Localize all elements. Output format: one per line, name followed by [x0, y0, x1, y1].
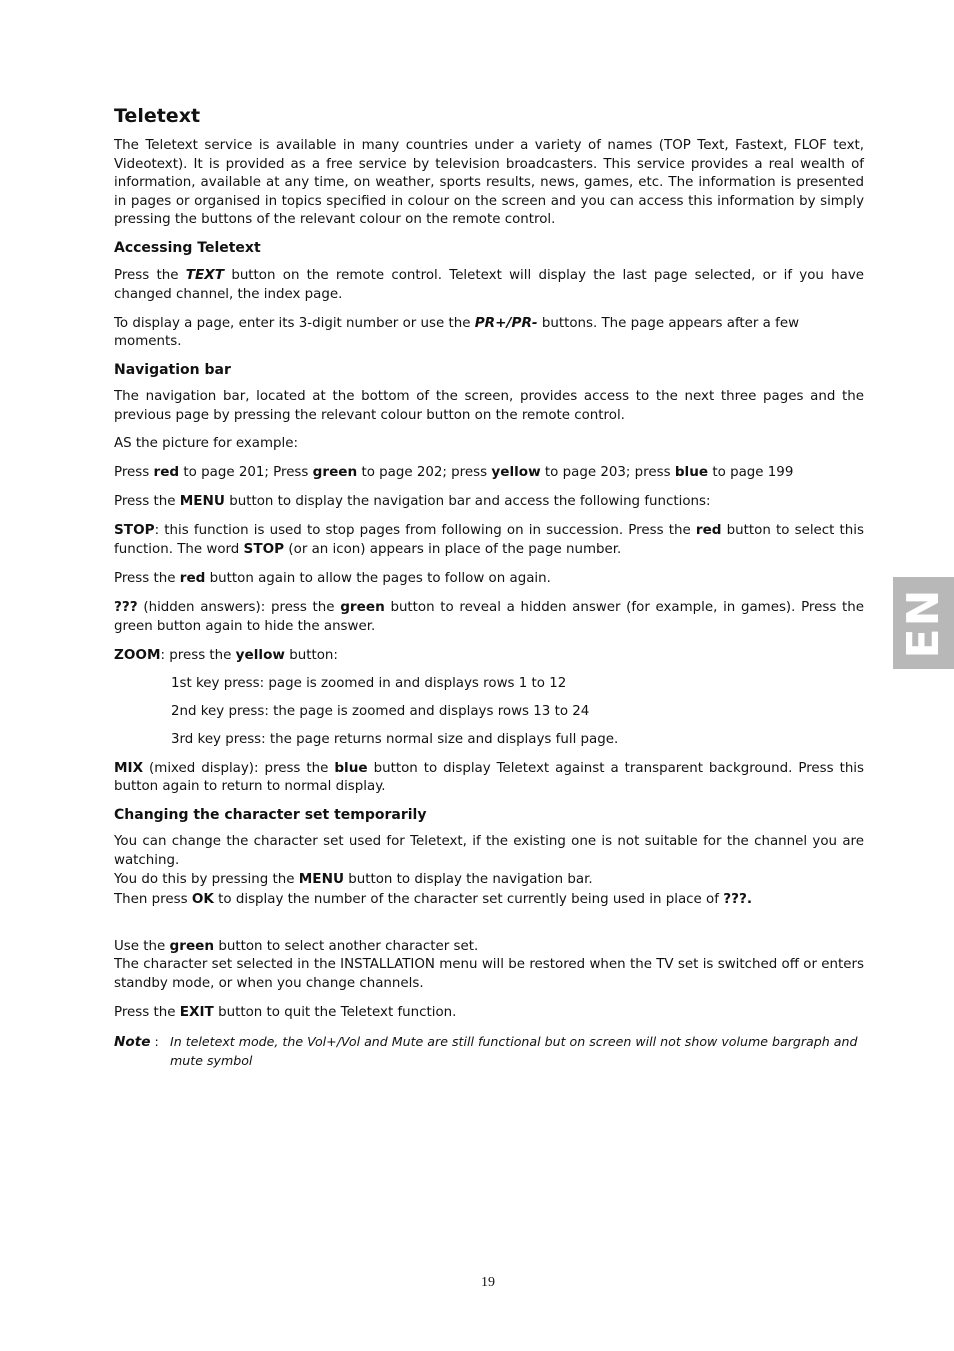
example-intro: AS the picture for example: [114, 435, 298, 451]
blue-key: blue [334, 759, 368, 776]
navigation-bar-heading: Navigation bar [114, 362, 231, 378]
green-key: green [312, 463, 358, 480]
exit-key: EXIT [179, 1003, 214, 1020]
hidden-answers-paragraph: ??? (hidden answers): press the green button to reveal a hidden answer (for example, in games). Press the green button again to hide the answer. [114, 599, 864, 634]
page-number: 19 [481, 1275, 495, 1290]
navigation-paragraph: The navigation bar, located at the bottom of the screen, provides access to the next three pages and the previous page by pressing the relevant colour button on the remote control. [114, 389, 864, 423]
pr-key: PR+/PR- [474, 314, 538, 331]
text-key: TEXT [185, 267, 225, 283]
charset-line-5: The character set selected in the INSTALLATION menu will be restored when the TV set is switched off or enters standby mode, or when you change channels. [114, 957, 864, 991]
blue-key: blue [674, 463, 709, 480]
language-tab [893, 577, 954, 669]
mix-paragraph: MIX (mixed display): press the blue button to display Teletext against a transparent background. Press this button again to return to normal display. [114, 759, 864, 794]
zoom-step-2: 2nd key press: the page is zoomed and displays rows 13 to 24 [171, 703, 590, 719]
accessing-paragraph-2: To display a page, enter its 3-digit number or use the PR+/PR- buttons. The page appears after a few moments. [114, 314, 800, 349]
exit-paragraph: Press the EXIT button to quit the Teletext function. [114, 1003, 457, 1020]
character-set-heading: Changing the character set temporarily [114, 807, 427, 823]
charset-line-2: You do this by pressing the MENU button to display the navigation bar. [114, 871, 593, 887]
intro-paragraph: The Teletext service is available in many countries under a variety of names (TOP Text, Fastext, FLOF text, Videotext). It is provided as a free service by television broadcasters. This service provides a real wealth of information, available at any time, on weather, sports results, news, games, etc. The information is presented in pages or organised in topics specified in colour on the screen and you can access this information by simply pressing the buttons of the relevant colour on the remote control. [114, 138, 864, 227]
stop-key: STOP [243, 541, 285, 557]
yellow-key: yellow [491, 463, 541, 480]
hidden-key: ???. [723, 890, 753, 907]
red-key: red [153, 463, 180, 480]
menu-key: MENU [179, 492, 225, 509]
manual-page [114, 104, 864, 1070]
colour-example: Press red to page 201; Press green to page 202; press yellow to page 203; press blue to page 199 [114, 463, 794, 480]
accessing-teletext-heading: Accessing Teletext [114, 240, 261, 256]
menu-key: MENU [298, 871, 344, 887]
hidden-key: ??? [114, 599, 138, 615]
language-tab-label: EN [897, 587, 949, 659]
note [114, 1032, 864, 1070]
charset-line-1: You can change the character set used for Teletext, if the existing one is not suitable for the channel you are watching. [114, 834, 864, 868]
charset-paragraph-2 [114, 937, 864, 994]
note-text: In teletext mode, the Vol+/Vol and Mute are still functional but on screen will not show volume bargraph and mute symbol [170, 1033, 858, 1068]
page-title: Teletext [114, 105, 201, 127]
red-key: red [179, 570, 206, 586]
green-key: green [169, 937, 215, 954]
paragraph-gap [114, 919, 864, 937]
zoom-paragraph: ZOOM: press the yellow button: [114, 646, 338, 663]
stop-paragraph: STOP: this function is used to stop pages from following on in succession. Press the red button to select this function. The word STOP (or an icon) appears in place of the page number. [114, 521, 864, 557]
accessing-paragraph-1: Press the TEXT button on the remote control. Teletext will display the last page selected, or if you have changed channel, the index page. [114, 267, 865, 302]
ok-key: OK [191, 890, 214, 907]
menu-paragraph: Press the MENU button to display the navigation bar and access the following functions: [114, 492, 711, 509]
red-key: red [695, 521, 722, 538]
stop-key: STOP [114, 521, 155, 538]
mix-key: MIX [114, 759, 144, 776]
green-key: green [340, 599, 385, 615]
red-again-paragraph: Press the red button again to allow the pages to follow on again. [114, 570, 551, 586]
zoom-step-3: 3rd key press: the page returns normal size and displays full page. [171, 731, 619, 747]
zoom-key: ZOOM [114, 646, 161, 663]
charset-paragraph-1 [114, 833, 864, 909]
charset-line-3: Then press OK to display the number of the character set currently being used in place of ???. [114, 890, 753, 907]
charset-line-4: Use the green button to select another character set. [114, 937, 479, 954]
yellow-key: yellow [235, 646, 285, 663]
zoom-step-1: 1st key press: page is zoomed in and displays rows 1 to 12 [171, 675, 567, 691]
note-label: Note : [114, 1033, 159, 1050]
